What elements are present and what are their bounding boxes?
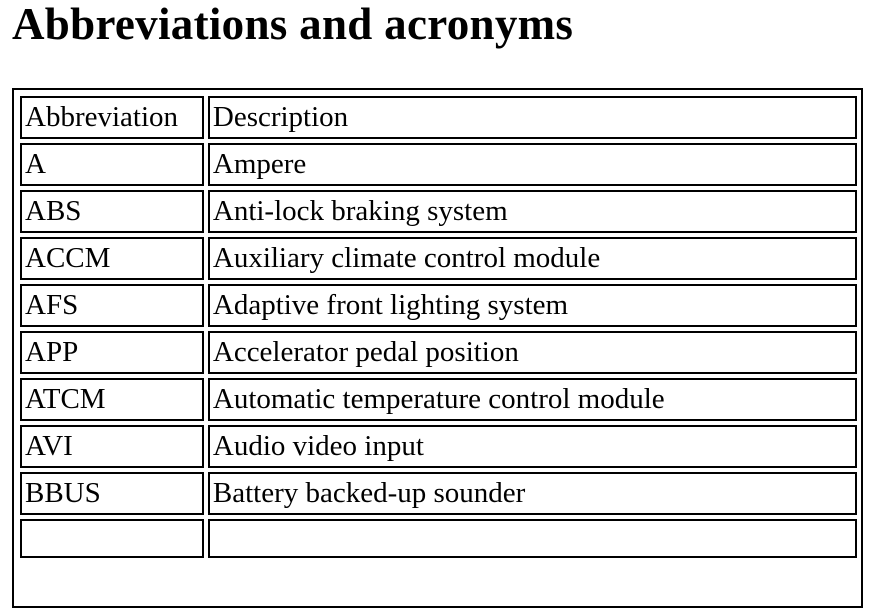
abbreviation-cell: AVI <box>20 425 204 468</box>
abbreviation-cell: ACCM <box>20 237 204 280</box>
table-row <box>20 519 857 558</box>
abbreviation-cell: A <box>20 143 204 186</box>
description-cell <box>208 519 857 558</box>
description-cell: Battery backed-up sounder <box>208 472 857 515</box>
table-row <box>20 284 857 327</box>
table-row <box>20 237 857 280</box>
column-header-abbreviation: Abbreviation <box>20 96 204 139</box>
description-cell: Audio video input <box>208 425 857 468</box>
table-row <box>20 331 857 374</box>
abbreviation-cell: BBUS <box>20 472 204 515</box>
abbreviation-cell <box>20 519 204 558</box>
abbreviation-cell: ATCM <box>20 378 204 421</box>
abbreviations-table <box>12 88 863 608</box>
description-cell: Automatic temperature control module <box>208 378 857 421</box>
description-cell: Ampere <box>208 143 857 186</box>
abbreviation-cell: ABS <box>20 190 204 233</box>
description-cell: Adaptive front lighting system <box>208 284 857 327</box>
description-cell: Auxiliary climate control module <box>208 237 857 280</box>
abbreviation-cell: APP <box>20 331 204 374</box>
description-cell: Accelerator pedal position <box>208 331 857 374</box>
table-row <box>20 472 857 515</box>
description-cell: Anti-lock braking system <box>208 190 857 233</box>
table-row <box>20 378 857 421</box>
table-row <box>20 190 857 233</box>
table-header-row <box>20 96 857 139</box>
page-title: Abbreviations and acronyms <box>12 0 574 49</box>
table-row <box>20 143 857 186</box>
abbreviation-cell: AFS <box>20 284 204 327</box>
table-row <box>20 425 857 468</box>
column-header-description: Description <box>208 96 857 139</box>
